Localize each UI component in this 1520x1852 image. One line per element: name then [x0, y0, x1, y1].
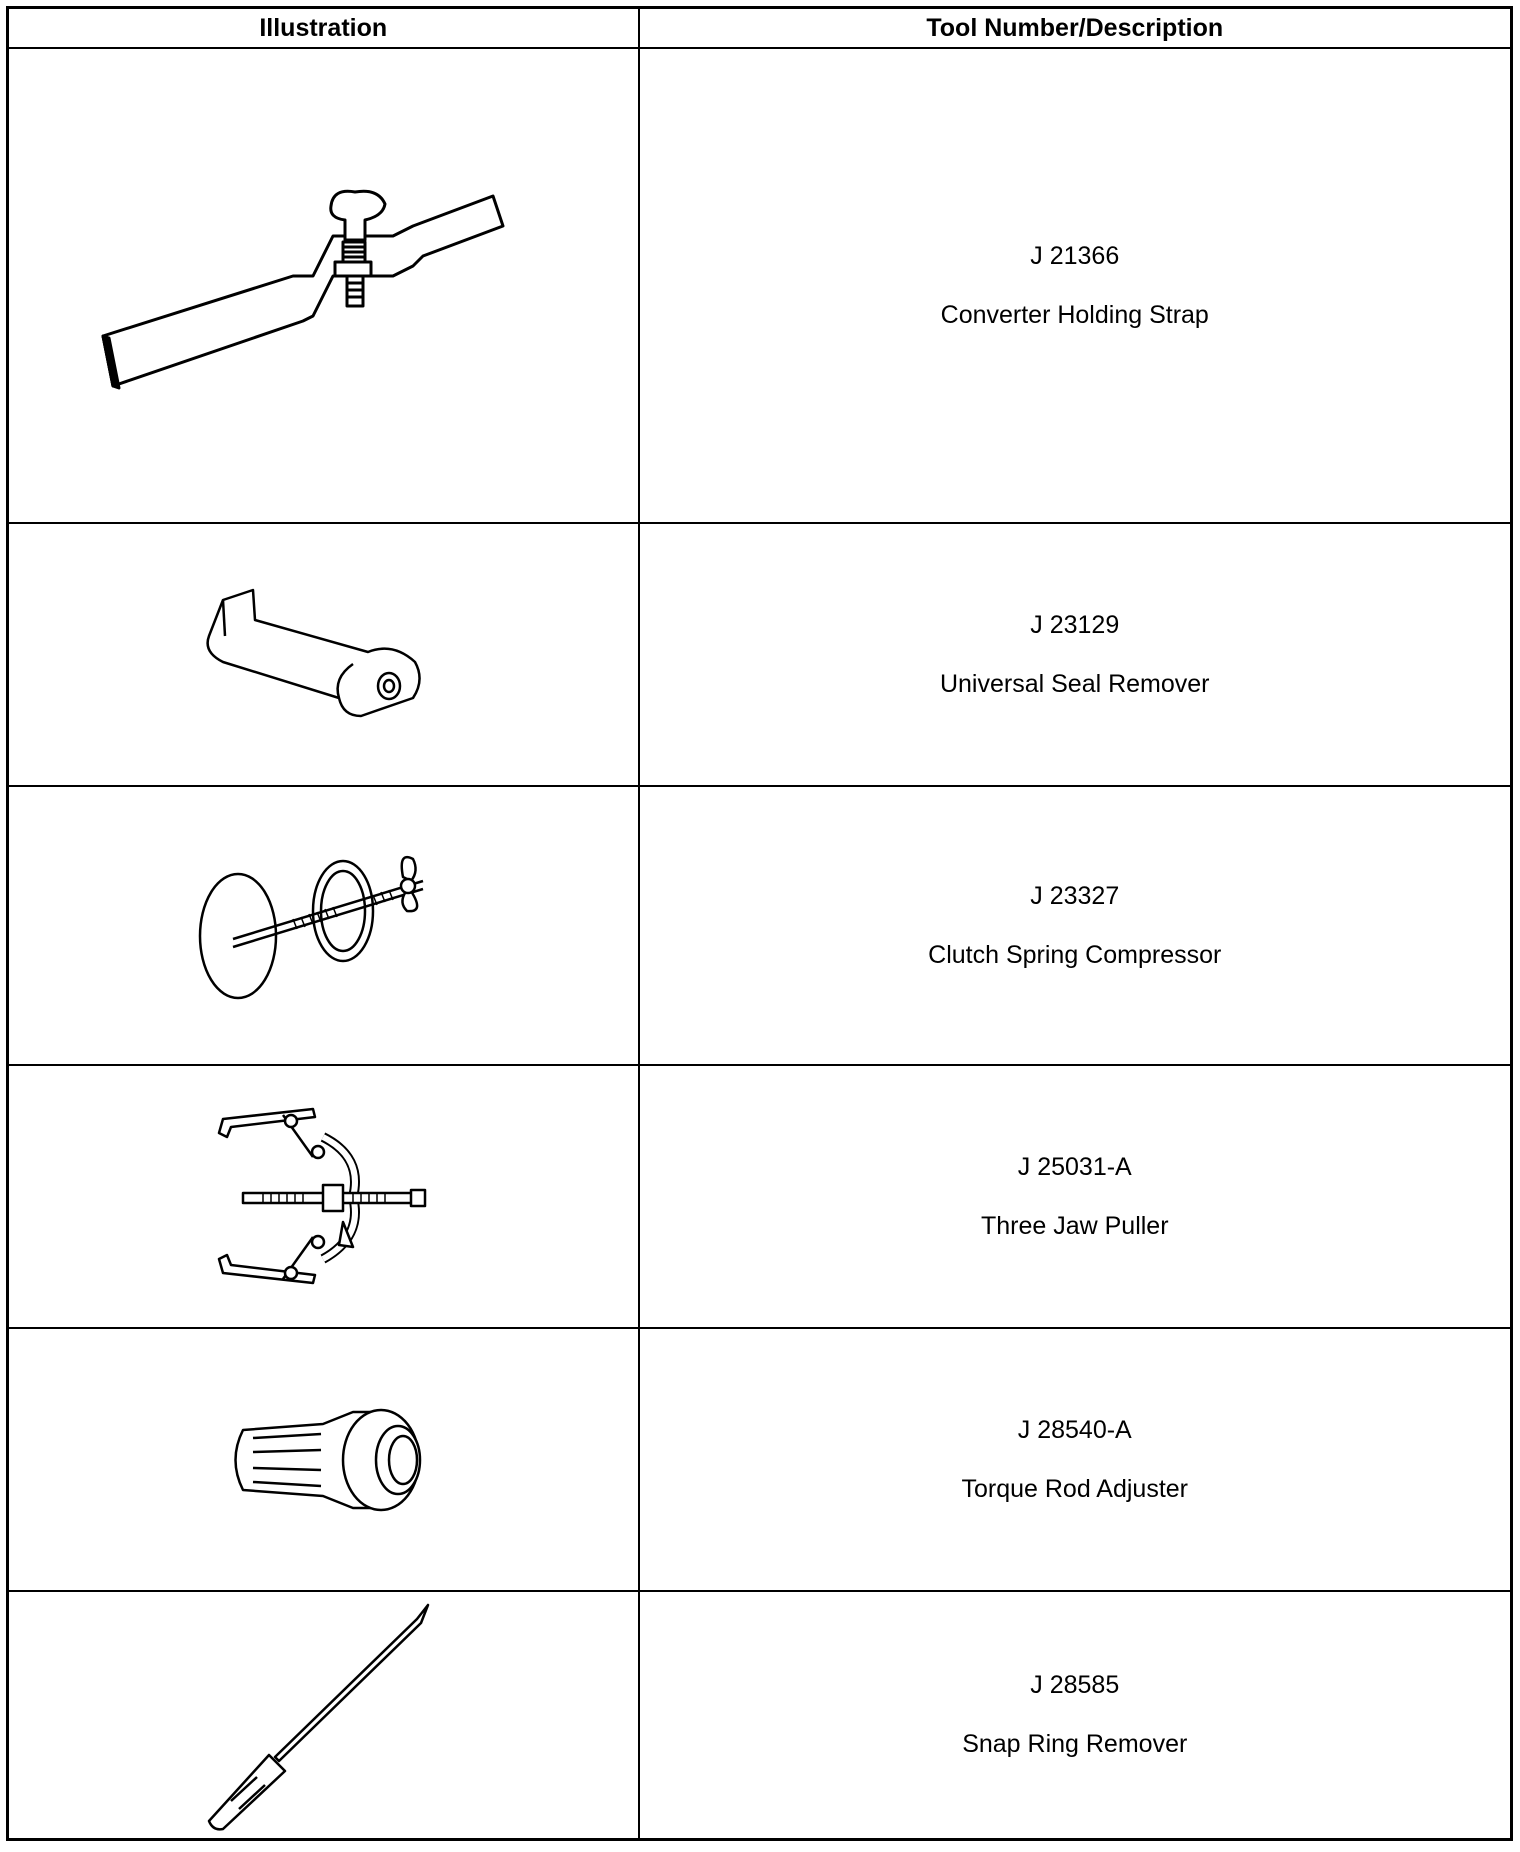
- universal-seal-remover-icon: [193, 580, 453, 730]
- tool-description-cell: [639, 1328, 1512, 1591]
- tool-header: Tool Number/Description: [639, 8, 1512, 49]
- illustration-cell: [8, 523, 639, 786]
- clutch-spring-compressor-icon: [193, 841, 453, 1011]
- table-row: [8, 1591, 1512, 1840]
- tool-number: J 28585: [1030, 1671, 1120, 1699]
- tool-description: Snap Ring Remover: [962, 1730, 1188, 1758]
- tool-number: J 21366: [1030, 241, 1120, 270]
- tool-table: [6, 6, 1513, 1841]
- header-row: [8, 8, 1512, 49]
- tool-description: Three Jaw Puller: [980, 1211, 1169, 1240]
- tool-number: J 23327: [1030, 881, 1120, 910]
- tool-number: J 23129: [1030, 610, 1120, 639]
- snap-ring-remover-icon: [193, 1595, 453, 1835]
- tool-description-cell: [639, 523, 1512, 786]
- torque-rod-adjuster-icon: [203, 1390, 443, 1530]
- converter-holding-strap-icon: [93, 156, 553, 416]
- tool-description-cell: [639, 1065, 1512, 1328]
- table-row: [8, 523, 1512, 786]
- tool-description: Torque Rod Adjuster: [961, 1474, 1189, 1503]
- tool-number: J 28540-A: [1017, 1415, 1132, 1444]
- tool-description-cell: [639, 1591, 1512, 1840]
- illustration-cell: [8, 1328, 639, 1591]
- tool-description: Clutch Spring Compressor: [928, 940, 1222, 969]
- illustration-cell: [8, 1065, 639, 1328]
- tool-description-cell: [639, 786, 1512, 1065]
- illustration-cell: [8, 48, 639, 523]
- tool-description: Universal Seal Remover: [939, 669, 1210, 698]
- table-row: [8, 1065, 1512, 1328]
- table-row: [8, 1328, 1512, 1591]
- table-row: [8, 48, 1512, 523]
- three-jaw-puller-icon: [203, 1097, 443, 1297]
- tool-number: J 25031-A: [1017, 1152, 1132, 1181]
- tool-description: Converter Holding Strap: [940, 300, 1209, 329]
- illustration-header: Illustration: [8, 8, 639, 49]
- illustration-cell: [8, 1591, 639, 1840]
- tool-description-cell: [639, 48, 1512, 523]
- table-row: [8, 786, 1512, 1065]
- illustration-cell: [8, 786, 639, 1065]
